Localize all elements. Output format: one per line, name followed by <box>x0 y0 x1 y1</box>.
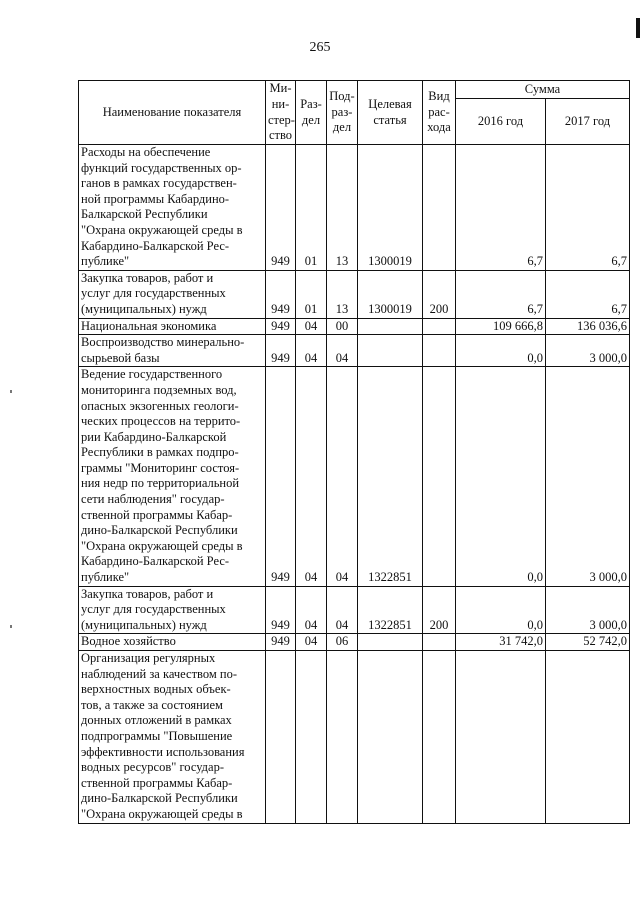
cell-ministry: 949 <box>266 367 296 586</box>
cell-ministry: 949 <box>266 270 296 318</box>
cell-expense <box>423 335 456 367</box>
table-row <box>79 634 630 651</box>
header-year-2016: 2016 год <box>456 99 546 145</box>
cell-name: Закупка товаров, работ и услуг для государственных (муниципальных) нужд <box>79 586 266 634</box>
cell-sum-2017: 6,7 <box>546 270 630 318</box>
scan-margin-tick <box>10 625 12 628</box>
cell-expense <box>423 145 456 271</box>
cell-subsection: 06 <box>327 634 358 651</box>
table-row <box>79 318 630 335</box>
cell-name: Воспроизводство минерально- сырьевой базы <box>79 335 266 367</box>
cell-sum-2016: 0,0 <box>456 586 546 634</box>
cell-sum-2017 <box>546 651 630 824</box>
cell-name: Водное хозяйство <box>79 634 266 651</box>
cell-sum-2016: 6,7 <box>456 145 546 271</box>
cell-name: Закупка товаров, работ и услуг для государственных (муниципальных) нужд <box>79 270 266 318</box>
cell-section: 04 <box>296 335 327 367</box>
cell-target <box>358 318 423 335</box>
cell-sum-2017: 3 000,0 <box>546 335 630 367</box>
cell-sum-2016 <box>456 651 546 824</box>
budget-table-body <box>79 145 630 824</box>
cell-subsection: 04 <box>327 335 358 367</box>
budget-table <box>78 80 630 824</box>
table-row <box>79 586 630 634</box>
cell-sum-2016: 0,0 <box>456 367 546 586</box>
cell-sum-2016: 109 666,8 <box>456 318 546 335</box>
cell-target: 1300019 <box>358 270 423 318</box>
cell-section: 01 <box>296 145 327 271</box>
cell-expense: 200 <box>423 586 456 634</box>
cell-name: Национальная экономика <box>79 318 266 335</box>
cell-expense: 200 <box>423 270 456 318</box>
cell-expense <box>423 634 456 651</box>
header-subsection: Под- раз- дел <box>327 81 358 145</box>
table-row <box>79 367 630 586</box>
cell-ministry <box>266 651 296 824</box>
cell-expense <box>423 651 456 824</box>
cell-ministry: 949 <box>266 335 296 367</box>
page-number: 265 <box>309 40 331 55</box>
header-year-2017: 2017 год <box>546 99 630 145</box>
cell-section: 04 <box>296 586 327 634</box>
scan-corner-mark <box>636 18 640 38</box>
cell-expense <box>423 367 456 586</box>
cell-subsection: 13 <box>327 270 358 318</box>
cell-ministry: 949 <box>266 634 296 651</box>
cell-name: Организация регулярных наблюдений за качеством по- верхностных водных объек- тов, а также за состоянием донных отложений в рамках подпрограммы "Повышение эффективности использования водных ресурсов" государ- ственной программы Кабар- дино-Балкарской Республики "Охрана окружающей среды в <box>79 651 266 824</box>
cell-ministry: 949 <box>266 318 296 335</box>
cell-name: Расходы на обеспечение функций государственных ор- ганов в рамках государствен- ной программы Кабардино- Балкарской Республики "Охрана окружающей среды в Кабардино-Балкарской Рес- публике" <box>79 145 266 271</box>
cell-section: 04 <box>296 318 327 335</box>
cell-subsection: 13 <box>327 145 358 271</box>
cell-target: 1322851 <box>358 586 423 634</box>
cell-sum-2017: 52 742,0 <box>546 634 630 651</box>
header-target: Целевая статья <box>358 81 423 145</box>
cell-section <box>296 651 327 824</box>
cell-section: 04 <box>296 367 327 586</box>
scan-margin-tick <box>10 390 12 393</box>
cell-target <box>358 634 423 651</box>
cell-expense <box>423 318 456 335</box>
cell-target: 1300019 <box>358 145 423 271</box>
table-row <box>79 145 630 271</box>
cell-section: 01 <box>296 270 327 318</box>
cell-sum-2016: 0,0 <box>456 335 546 367</box>
cell-subsection: 00 <box>327 318 358 335</box>
cell-subsection <box>327 651 358 824</box>
header-expense: Вид рас- хода <box>423 81 456 145</box>
cell-name: Ведение государственного мониторинга подземных вод, опасных экзогенных геологи- ческих процессов на террито- рии Кабардино-Балкарской Республики в рамках подпро- граммы "Мониторинг состоя- ния недр по территориальной сети наблюдения" государ- ственной программы Кабар- дино-Балкарской Республики "Охрана окружающей среды в Кабардино-Балкарской Рес- публике" <box>79 367 266 586</box>
cell-ministry: 949 <box>266 145 296 271</box>
table-row <box>79 335 630 367</box>
cell-sum-2016: 6,7 <box>456 270 546 318</box>
header-section: Раз- дел <box>296 81 327 145</box>
cell-ministry: 949 <box>266 586 296 634</box>
cell-sum-2017: 136 036,6 <box>546 318 630 335</box>
table-row <box>79 651 630 824</box>
cell-sum-2016: 31 742,0 <box>456 634 546 651</box>
header-row <box>79 81 630 99</box>
cell-target: 1322851 <box>358 367 423 586</box>
header-ministry: Ми- ни- стер- ство <box>266 81 296 145</box>
cell-sum-2017: 3 000,0 <box>546 367 630 586</box>
cell-subsection: 04 <box>327 367 358 586</box>
table-row <box>79 270 630 318</box>
header-name: Наименование показателя <box>79 81 266 145</box>
cell-section: 04 <box>296 634 327 651</box>
cell-sum-2017: 6,7 <box>546 145 630 271</box>
cell-subsection: 04 <box>327 586 358 634</box>
cell-target <box>358 335 423 367</box>
cell-target <box>358 651 423 824</box>
cell-sum-2017: 3 000,0 <box>546 586 630 634</box>
header-sum: Сумма <box>456 81 630 99</box>
